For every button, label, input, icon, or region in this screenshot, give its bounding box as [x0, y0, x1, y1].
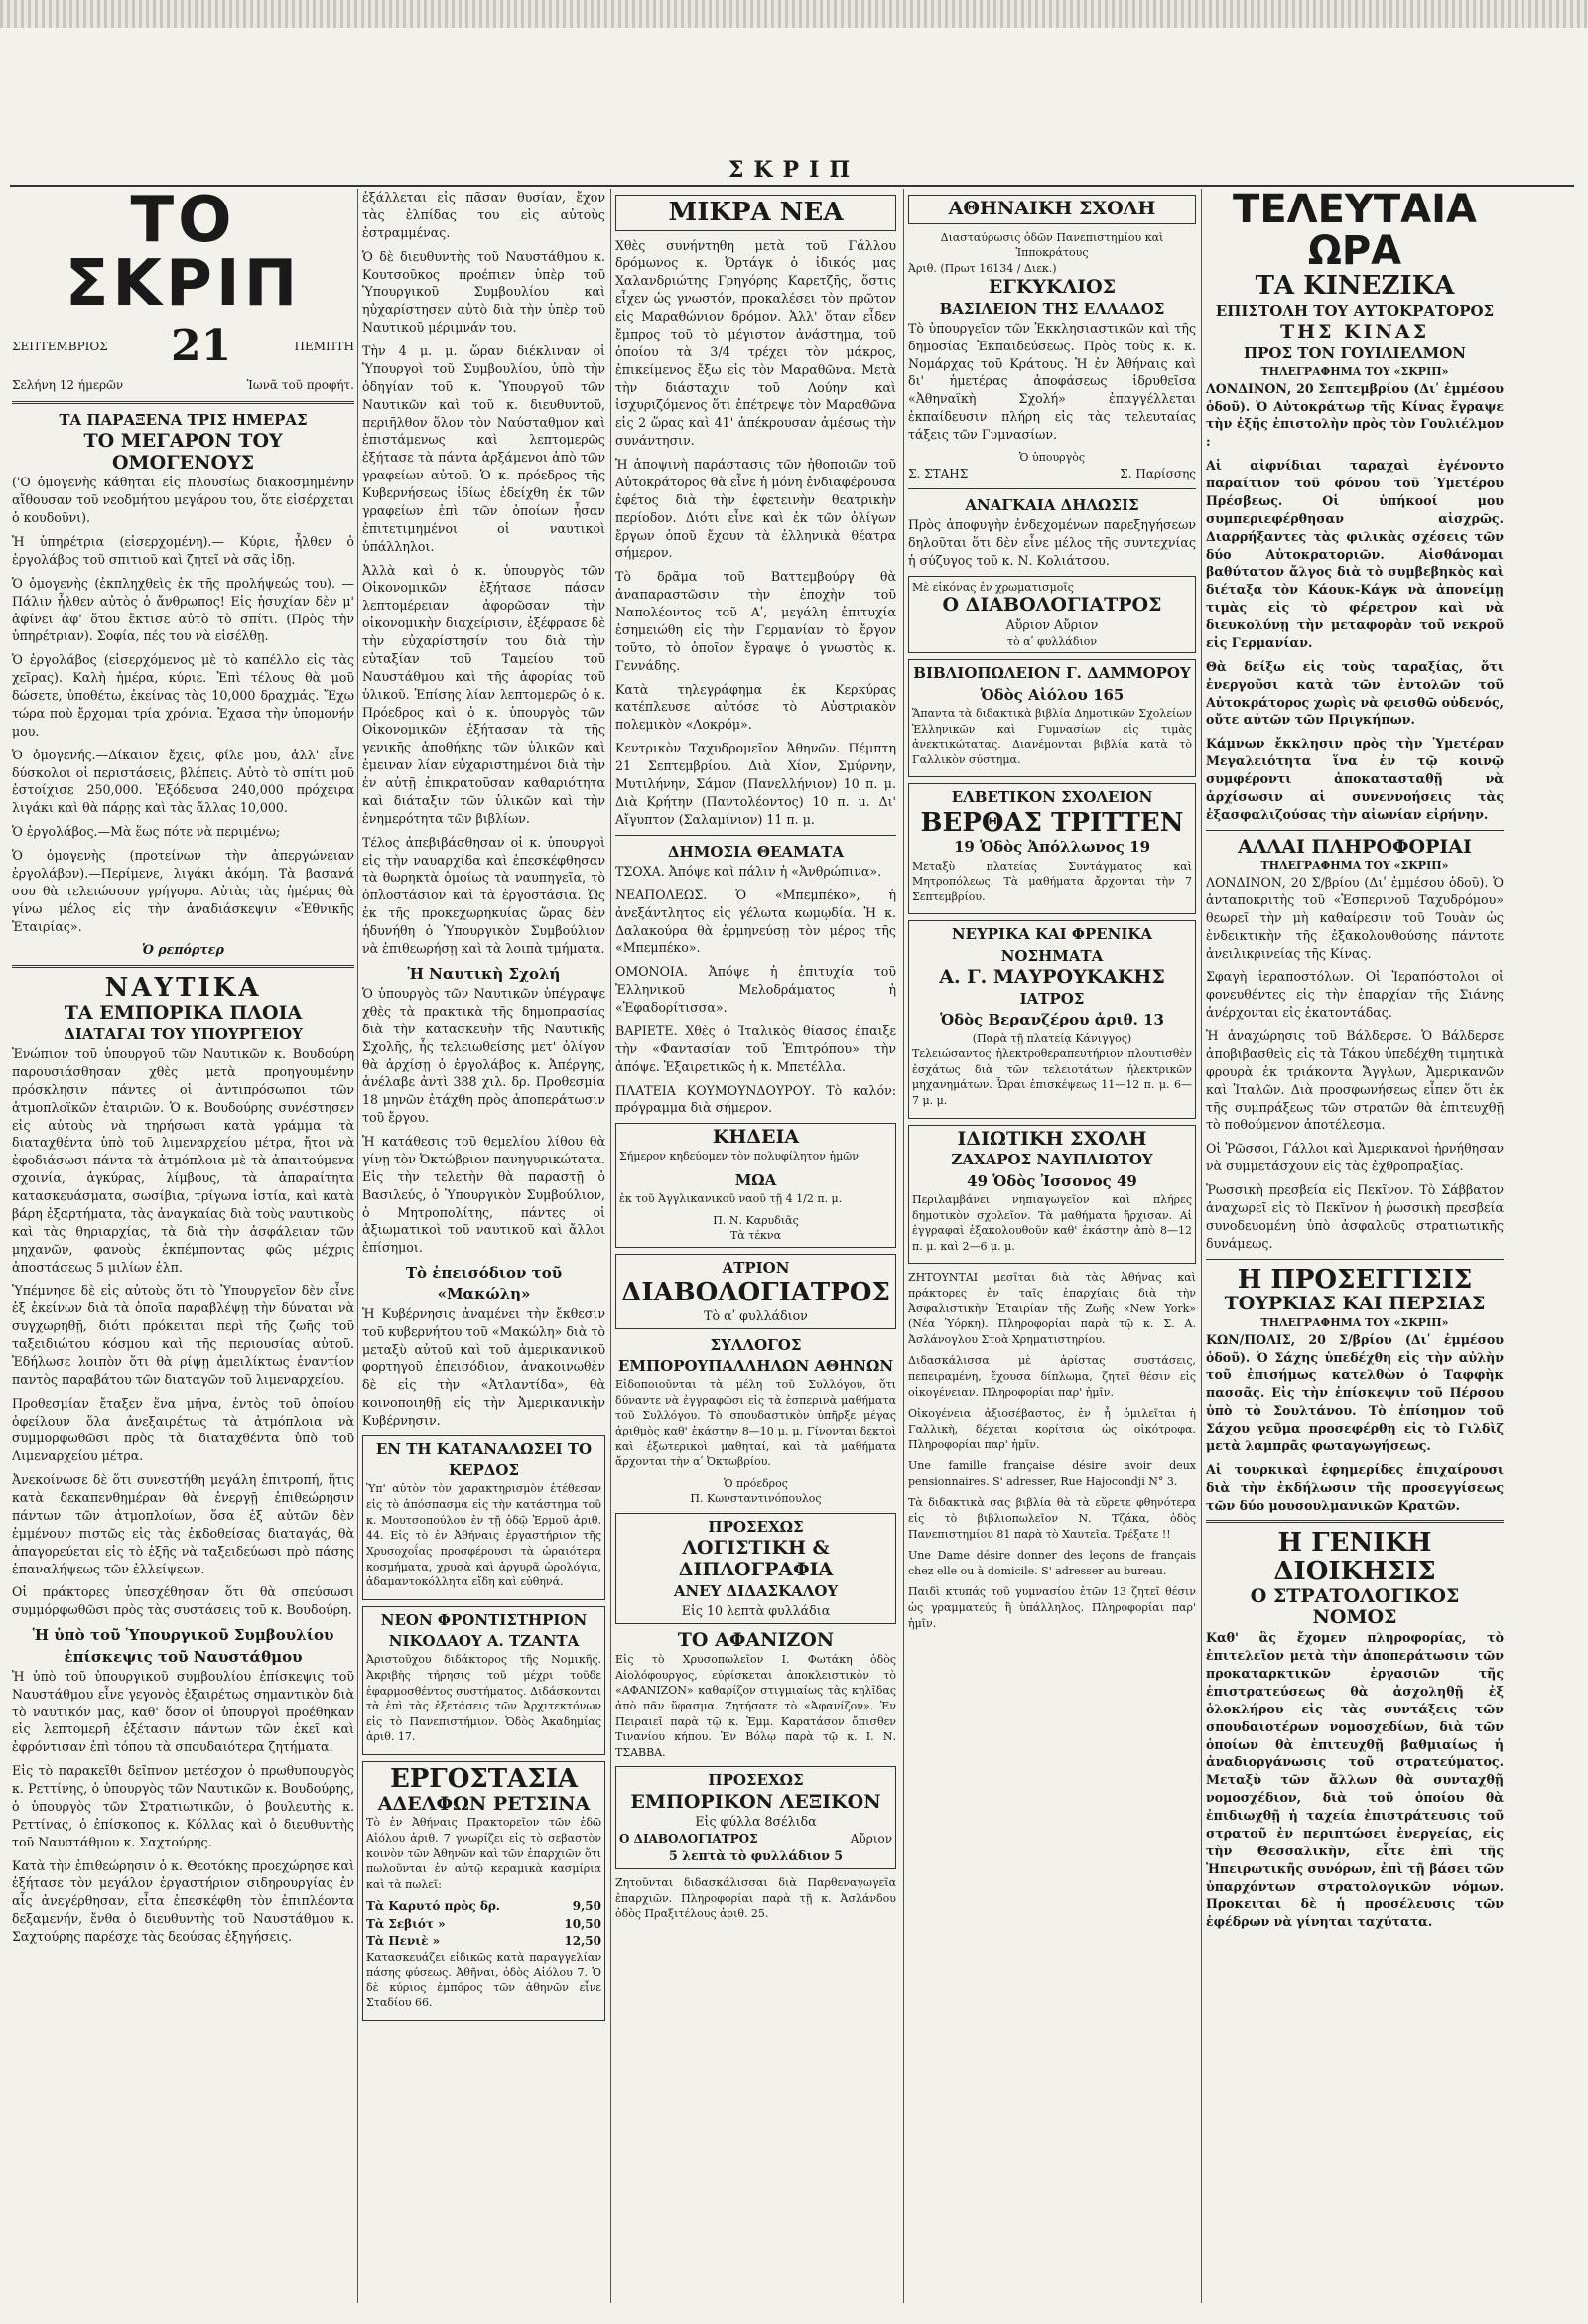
- paragraph: ΚΩΝ/ΠΟΛΙΣ, 20 Σ/βρίου (Διʹ ἐμμέσου ὁδοῦ). Ὁ Σάχης ὑπεδέχθη εἰς τὴν αὐλὴν τοῦ ἐπισήμως κατελθὼν ὁ Ταφφὴκ πασσᾶς. Εἰς τὴν ἐπίσκεψιν τοῦ Πέρσου ὑπὸ τὸ Σουλτάνου. Τὸ ἐπίσημον τοῦ Σάχου γεῦμα προσεφέρθη εἰς τὸ Γιλδὶζ μετὰ λαμπρᾶς φωταγωγήσεως.: [1206, 1331, 1504, 1453]
- ad-sub: Τὸ αʹ φυλλάδιον: [704, 1307, 808, 1323]
- ad-name: Α. Γ. ΜΑΥΡΟΥΚΑΚΗΣ: [939, 966, 1165, 989]
- ad-title-2: ΔΙΑΒΟΛΟΓΙΑΤΡΟΣ: [621, 1278, 890, 1308]
- signature: Ὁ πρόεδρος: [724, 1476, 788, 1490]
- paragraph: Κάμνων ἔκκλησιν πρὸς τὴν Ὑμετέραν Μεγαλειότητα ἵνα ἐν τῷ κοινῷ συμφέροντι ἀποκατασταθῇ νὰ ἀρχίσωσιν αἱ συνεννοήσεις τὰς ἐξασφαλιζούσας τὴν αἰωνίαν εἰρήνην.: [1206, 736, 1504, 822]
- paragraph: ('Ο ὁμογενὴς κάθηται εἰς πλουσίως διακοσμημένην αἴθουσαν τοῦ νεοδμήτου μεγάρου του, ὅτε εἰσέρχεται ὁ κουδοῦνι).: [12, 475, 354, 526]
- signature: Σ. Παρίσσης: [1120, 466, 1196, 480]
- paragraph: Καθ' ἃς ἔχομεν πληροφορίας, τὸ ἐπιτελεῖον μετὰ τὴν ἀποπεράτωσιν τῶν προκαταρκτικῶν ἐργασιῶν τῆς ἐπιστρατεύσεως θὰ ἀσχοληθῇ ἐξ ὁλοκλήρου εἰς τὰς συντάξεις τῶν σπουδαιοτέρων νομοσχεδίων, διὰ τῶν ὁποίων θὰ ἐπιτευχθῇ βαθμιαίως ἡ ἀναδιοργάνωσις τοῦ στρατεύματος. Μεταξὺ τῶν ἄλλων θὰ συνταχθῇ νομοσχέδιον, διὰ τοῦ ὁποίου θὰ ἐπιδιωχθῇ ἡ ταχεία ἐπιστράτευσις τοῦ στρατοῦ ἐν περιπτώσει ἐνεργείας, εἰς τὴν Θεσσαλικὴν, εἶτε ἐπὶ τῆς Ἠπειρωτικῆς συνόρων, ἐπὶ τῇ βάσει τῶν ὑπαρχόντων στρατολογικῶν νόμων. Προκειται δὲ ἡ προσέλευσις τῶν ἐφέδρων νὰ γίνηται ταχύτατα.: [1206, 1630, 1504, 1930]
- ad-subtitle: ΙΑΤΡΟΣ: [1019, 989, 1085, 1008]
- article-title: Η ΓΕΝΙΚΗ ΔΙΟΙΚΗΣΙΣ: [1273, 1528, 1436, 1586]
- divider: [1206, 830, 1504, 831]
- divider: [1206, 1259, 1504, 1260]
- ad-name: ΖΑΧΑΡΟΣ ΝΑΥΠΛΙΩΤΟΥ: [951, 1151, 1153, 1169]
- telegram-tag: ΤΗΛΕΓΡΑΦΗΜΑ ΤΟΥ «ΣΚΡΙΠ»: [1260, 859, 1449, 873]
- masthead: ΤΟ ΣΚΡΙΠ: [65, 189, 302, 321]
- paragraph: Προθεσμίαν ἔταξεν ἕνα μῆνα, ἐντὸς τοῦ ὁποίου ὀφείλουν ὅλα ἀνεξαιρέτως τὰ ἀτμόπλοια νὰ συμμορφωθῶσι πρὸς τὰ διαταχθέντα ὑπὸ τοῦ Λιμεναρχείου μέτρα.: [12, 1395, 354, 1464]
- notice-subtitle: ΒΑΣΙΛΕΙΟΝ ΤΗΣ ΕΛΛΑΔΟΣ: [939, 299, 1165, 318]
- article-title: Η ΠΡΟΣΕΓΓΙΣΙΣ: [1237, 1264, 1473, 1295]
- ad-text: Περιλαμβάνει νηπιαγωγεῖον καὶ πλήρες δημοτικὸν σχολεῖον. Τὰ μαθήματα ἤρχισαν. Αἱ ἐγγραφαὶ ἐξακολουθοῦν καθ' ἑκάστην ἀπὸ 8—12 π. μ. καὶ 2—6 μ. μ.: [912, 1193, 1192, 1253]
- price-value: 10,50: [564, 1916, 601, 1931]
- scan-edge: [0, 0, 1588, 28]
- article-subtitle: Ο ΣΤΡΑΤΟΛΟΓΙΚΟΣ ΝΟΜΟΣ: [1250, 1584, 1460, 1629]
- ad-price: 5 λεπτὰ τὸ φυλλάδιον 5: [669, 1848, 843, 1864]
- section-title: ΔΗΜΟΣΙΑ ΘΕΑΜΑΤΑ: [667, 842, 845, 861]
- paragraph: Τέλος ἀπεβιβάσθησαν οἱ κ. ὑπουργοὶ εἰς τὴν ναυαρχίδα καὶ ἐπεσκέφθησαν τὰ θωρηκτὰ ὁμοίως τὰ ναυπηγεῖα, τὸ ὁπλοστάσιον καὶ τὰ ἐργοστάσια. Ὡς ἐκ τῆς προκεχωρηκυίας ὥρας δὲν ἠδυνήθη ὁ Ὑπουργικὸν Συμβούλιον νὰ ἐπιθεωρήσῃ καὶ τὰ λοιπὰ τμήματα.: [362, 834, 605, 956]
- funeral-notice: [615, 1123, 896, 1248]
- section-title: ΤΕΛΕΥΤΑΙΑ ΩΡΑ: [1233, 189, 1477, 274]
- paragraph: ΟΜΟΝΟΙΑ. Ἀπόψε ἡ ἐπιτυχία τοῦ Ἐλληνικοῦ Μελοδράματος ἡ «Ἐφαδορίτισσα».: [615, 964, 896, 1016]
- advertisement: [362, 1606, 605, 1755]
- day-number: 21: [171, 321, 232, 371]
- divider: [1206, 1520, 1504, 1523]
- article-title: Τὸ ἐπεισόδιον τοῦ «Μακώλη»: [405, 1264, 563, 1303]
- notice-title: ΑΝΑΓΚΑΙΑ ΔΗΛΩΣΙΣ: [965, 495, 1139, 514]
- paragraph: Ἐνώπιον τοῦ ὑπουργοῦ τῶν Ναυτικῶν κ. Βουδούρη παρουσιάσθησαν χθὲς μετὰ προηγουμένην πρόσκλησιν πάντες οἱ ἀντιπρόσωποι τῶν ἀτμοπλοϊκῶν ἑταιριῶν. Ὁ κ. Βουδούρης συνέστησεν εἰς αὐτοὺς νὰ τηρήσωσι κατὰ γράμμα τὰ διαταχθέντα ὑπὸ τοῦ λιμεναρχείου μέτρα, ἤτοι νὰ ἐφοδιάσωσι πάντα τὰ ἀτμόπλοια μὲ τὰ ἀπαιτούμενα σχοινία, ἀγκύρας, λίμβους, τὰ ἀπαραίτητα κατασκευάσματα, σωσίβια, τρίγωνα ἱστία, καὶ κατὰ βάρη ἐξαρτήματα, τὰς ἀναγκαίας διὰ τοὺς ναυτικοὺς καὶ τὰς θηριαρχίας, τὰ διὰ τὴν ἀσφάλειαν τῶν μηχανῶν, φανοὺς ἐκπέμποντας φῶς μέχρις ἀποστάσεως 5 μιλίων ἐλπ.: [12, 1046, 354, 1275]
- advertisement: [615, 1254, 896, 1329]
- section-title: ΑΘΗΝΑΙΚΗ ΣΧΟΛΗ: [948, 198, 1156, 219]
- ad-title: Ο ΔΙΑΒΟΛΟΓΙΑΤΡΟΣ: [942, 594, 1162, 616]
- ad-text: Ἅπαντα τὰ διδακτικὰ βιβλία Δημοτικῶν Σχολείων Ἑλληνικῶν καὶ Γυμνασίων εἰς τιμὰς ἀνεκτικώτατας. Διανέμονται βιβλία κατὰ τὸ Γαλλικὸν σύστημα.: [912, 707, 1192, 766]
- notice-text: Σήμερον κηδεύομεν τὸν πολυφίλητον ἡμῶν: [619, 1150, 859, 1163]
- ad-name: Ο ΔΙΑΒΟΛΟΓΙΑΤΡΟΣ: [619, 1832, 758, 1846]
- price-value: 9,50: [572, 1899, 601, 1914]
- article-title: Ἡ Ναυτικὴ Σχολή: [407, 964, 561, 983]
- article-title: ΑΛΛΑΙ ΠΛΗΡΟΦΟΡΙΑΙ: [1238, 835, 1472, 858]
- classified: Une Dame désire donner des leçons de français chez elle ou à domicile. S' adresser au bureau.: [908, 1549, 1196, 1577]
- paragraph: Ἡ Κυβέρνησις ἀναμένει τὴν ἔκθεσιν τοῦ κυβερνήτου τοῦ «Μακώλη» διὰ τὸ μεταξὺ αὐτοῦ καὶ τοῦ ἀμερικανικοῦ φορτηγοῦ ἐπεισόδιον, ἀνακοινωθὲν δὲ εἰς τὴν «Ἀτλαντίδα», θὰ κοινοποιηθῇ εἰς τὴν Ἀμερικανικὴν Κυβέρνησιν.: [362, 1305, 605, 1429]
- paragraph: Ἡ ὑπηρέτρια (εἰσερχομένη).— Κύριε, ἦλθεν ὁ ἐργολάβος τοῦ σπιτιοῦ καὶ ζητεῖ νὰ σᾶς ἰδῃ.: [12, 534, 354, 567]
- ad-title: ΒΙΒΛΙΟΠΩΛΕΙΟΝ Γ. ΔΑΜΜΟΡΟΥ: [913, 664, 1191, 683]
- advertisement: [362, 1435, 605, 1600]
- advertisement: [908, 576, 1196, 654]
- signature: Σ. ΣΤΑΗΣ: [908, 466, 969, 480]
- ad-title-2: ΑΝΕΥ ΔΙΔΑΣΚΑΛΟΥ: [673, 1582, 839, 1601]
- signature: Π. Κωνσταντινόπουλος: [690, 1492, 822, 1506]
- article-subtitle: ΔΙΑΤΑΓΑΙ ΤΟΥ ΥΠΟΥΡΓΕΙΟΥ: [64, 1025, 303, 1043]
- running-head: ΣΚΡΙΠ: [728, 157, 860, 183]
- paragraph: Κεντρικὸν Ταχυδρομεῖον Ἀθηνῶν. Πέμπτη 21 Σεπτεμβρίου. Διὰ Χίον, Σμύρνην, Μυτιλήνην, Σάμον (Πανελλήνιον) 10 π. μ. Διὰ Κρήτην (Παντολέοντος) 10 π. μ. Δι' Αἴγυπτον (Σαλαμίνιον) 11 π. μ.: [615, 741, 896, 827]
- paragraph: Σφαγὴ ἱεραποστόλων. Οἱ Ἱεραπόστολοι οἱ φονευθέντες εἰς τὴν ἐπαρχίαν τῆς Σιάνης ἀνέρχονται εἰς ἑκατοντάδας.: [1206, 969, 1504, 1021]
- article-title: ΤΟ ΜΕΓΑΡΟΝ ΤΟΥ ΟΜΟΓΕΝΟΥΣ: [83, 429, 283, 474]
- ad-kicker: Μὲ εἰκόνας ἐν χρωματισμοῖς: [912, 580, 1074, 594]
- article-subtitle: ΤΗΣ ΚΙΝΑΣ: [1279, 320, 1430, 342]
- advertisement: [615, 1513, 896, 1624]
- advertisement: [908, 1125, 1196, 1265]
- paragraph: Χθὲς συνήντηθη μετὰ τοῦ Γάλλου δρόμωνος κ. Ὀρτάγκ ὁ ἰδικός μας Χαλανδριώτης Γρηγόρης Καρετζῆς, ὅστις εἶχεν ὡς γνωστόν, προκαλέσει τὸν πρῶτον εἰς Μαραθώνιον δρόμον. Ἀλλ' ὅταν εἶδεν ἔμπρος τοῦ τὸ μέγιστον ἀνάστημα, τοῦ ὁποίου τὰ 3/4 τρέχει τὸν μάκρος, ἐπικείμενος ἔξω εἰς τὸν Μαραθῶνα. Μετὰ τὴν διάσταχιν τοῦ Λούην καὶ ἰσχυριζόμενος ὅτι ἐπέτρεψε τὸν Μαραθῶνα εἰς 2 ὥρας καὶ 41' ἀπέκρουσαν ἀμέσως τὴν συνάντησιν.: [615, 237, 896, 449]
- ad-sub: Εἰς φύλλα 8σέλιδα: [695, 1814, 817, 1830]
- classified: Τὰ διδακτικὰ σας βιβλία θὰ τὰ εὕρετε φθηνότερα εἰς τὸ βιβλιοπωλεῖον Ν. Τζάκα, ὁδὸς Πανεπιστημίου 81 παρὰ τὸ Χαυτεῖα. Τρέξατε !!: [908, 1496, 1196, 1541]
- advertisement: [362, 1761, 605, 2021]
- paragraph: Οἱ πράκτορες ὑπεσχέθησαν ὅτι θὰ σπεύσωσι συμμόρφωθῶσι πρὸς τὰς συστάσεις τοῦ κ. Βουδούρη.: [12, 1584, 354, 1618]
- paragraph: Ὁ ὑπουργὸς τῶν Ναυτικῶν ὑπέγραψε χθὲς τὰ πρακτικὰ τῆς δημοπρασίας διὰ τὴν κατασκευὴν τῆς Ναυτικῆς Σχολῆς, ἧς τελειωθείσης μετ' ὀλίγον θὰ ἀρχίσῃ ὁ ἐργολάβος κ. Ἀπέργης, ἀνέλαβε ἀντὶ 388 χιλ. δρ. Προθεσμία 18 μηνῶν ἐτάχθη πρὸς ἀποπεράτωσιν τοῦ ἔργου.: [362, 986, 605, 1126]
- ad-sub: Εἰς 10 λεπτὰ φυλλάδια: [681, 1603, 831, 1619]
- paragraph: Ἡ ἀναχώρησις τοῦ Βάλδερσε. Ὁ Βάλδερσε ἀποβιβασθεὶς εἰς τὰ Τάκου ὑπεδέχθη τιμητικὰ φρουρὰ ἐκ τριάκοντα Ἄγγλων, Ἀμερικανῶν καὶ Ἰταλῶν. Διὰ προσφωνήσεως εἶπεν ὅτι ἐκ τῆς συμπράξεως τῶν στρατῶν θὰ ἐπιτευχθῇ τὸ ποθούμενον ἀποτέλεσμα.: [1206, 1028, 1504, 1133]
- byline: Ὁ ρεπόρτερ: [142, 942, 224, 958]
- telegram-tag: ΤΗΛΕΓΡΑΦΗΜΑ ΤΟΥ «ΣΚΡΙΠ»: [1260, 365, 1449, 379]
- paragraph: Ὁ ἐργολάβος (εἰσερχόμενος μὲ τὸ καπέλλο εἰς τὰς χεῖρας). Καλὴ ἡμέρα, κύριε. Ἐπὶ τέλους θὰ μοῦ δώσετε, ὑποθέτω, ἐκείνας τὰς 10,000 δραχμάς. Ἔχω τώρα ποὺ ἔρχομαι τρία χρόνια. Ἐχασα τὴν ὑπομονήν μου.: [12, 652, 354, 739]
- notice-title: ΕΓΚΥΚΛΙΟΣ: [988, 275, 1117, 298]
- price-row: [366, 1933, 601, 1950]
- ad-title: ΑΤΡΙΟΝ: [722, 1258, 790, 1277]
- paragraph: Ἀνεκοίνωσε δὲ ὅτι συνεστήθη μεγάλη ἐπιτροπή, ἥτις κατὰ δεκαπενθημέραν θὰ ἐνεργῇ ἐπιθεώρησιν πάντων τῶν ἀτμοπλοίων, ὅσα ἐξ αὐτῶν δὲν ἐμμένουν πιστῶς εἰς τὰς ἐκδοθείσας διαταγάς, θὰ ἀπαγορεύεται εἰς τὸ ἑξῆς νὰ ταξειδεύωσι πρὸ πάσης ἐπαναλήψεως τῶν ἐλλείψεων.: [12, 1472, 354, 1576]
- ad-text: Τελειώσαντος ἠλεκτροθεραπευτήριον πλουτισθὲν ἐσχάτως διὰ τῶν τελειοτάτων ἠλεκτρικῶν μηχανημάτων. Ὧραι ἐπισκέψεως 11—12 π. μ. 6—7 μ. μ.: [912, 1047, 1192, 1107]
- ad-text: Τὸ ἐν Ἀθήναις Πρακτορεῖον τῶν ἐδῶ Αἰόλου ἀριθ. 7 γνωρίζει εἰς τὸ σεβαστὸν κοινὸν τῶν Ἀθηνῶν καὶ τῶν ἐπαρχιῶν ὅτι πωλοῦνται ἐν αὐτῷ κεραμικὰ κασμίρια καὶ τὰ πωλεῖ:: [366, 1816, 601, 1891]
- ad-address: 49 Ὁδὸς Ἰσσονος 49: [967, 1171, 1137, 1190]
- section-box: [908, 195, 1196, 224]
- classified: ΖΗΤΟΥΝΤΑΙ μεσῖται διὰ τὰς Ἀθήνας καὶ πράκτορες ἐν ταῖς ἐπαρχίαις διὰ τὴν Ἀσφαλιστικὴν Ἑταιρίαν τῆς Ζωῆς «New York» (Νέα Ὑόρκη). Πληροφορίαι παρὰ τῷ κ. Σ. Α. Ἀσλάνογλου Στοὰ Χρηματιστηρίου.: [908, 1271, 1196, 1346]
- paragraph: ΛΟΝΔΙΝΟΝ, 20 Σ/βρίου (Διʹ ἐμμέσου ὁδοῦ). Ὁ ἀνταποκριτὴς τοῦ «Ἑσπερινοῦ Ταχυδρόμου» θεωρεῖ τὴν μὴ καθαίρεσιν τοῦ Τουὰν ὡς ἐνδεικτικὴν τῆς ἐξακολουθούσης πάντοτε ἀνειλικρινείας τῆς Κίνας.: [1206, 875, 1504, 961]
- paragraph: Ῥωσσικὴ πρεσβεία εἰς Πεκῖνον. Τὸ Σάββατον ἀναχωρεῖ εἰς τὸ Πεκῖνον ἡ ῥωσσικὴ πρεσβεία συνοδευομένη ὑπὸ ἀσφαλοῦς στρατιωτικῆς δυνάμεως.: [1206, 1182, 1504, 1251]
- paragraph: Ὁ ὁμογενής.—Δίκαιον ἔχεις, φίλε μου, ἀλλ' εἶνε δύσκολοι οἱ περιστάσεις, βλέπεις. Αὐτὸ τὸ σπίτι μοῦ ἐστοίχισε 250,000. Ἐξόδευσα 240,000 πρόχειρα λιγάκι καὶ θὰ πάρῃς καὶ τὰς ἄλλας 10,000.: [12, 747, 354, 816]
- paragraph: Ἡ ὑπὸ τοῦ ὑπουργικοῦ συμβουλίου ἐπίσκεψις τοῦ Ναυστάθμου εἶνε γεγονὸς ἐξαιρέτως σημαντικὸν διὰ τὸ ναυτικόν μας, καθ' ὅσον οἱ ὑπουργοὶ προέθηκαν εἰς λεπτομερῆ ἐξέτασιν πάντων τῶν ἐκεῖ καὶ ἐφρόντισαν ἐπὶ τόπου τὰ σπουδαιότερα ζητήματα.: [12, 1668, 354, 1755]
- moon-phase: Σελήνη 12 ήμερῶν: [12, 378, 124, 393]
- ad-date: Αὔριον: [850, 1832, 892, 1846]
- paragraph: Ὁ ὁμογενὴς (ἐκπληχθεὶς ἐκ τῆς προλήψεώς του). — Πάλιν ἦλθεν αὐτὸς ὁ ἄνθρωπος! Εἰς ἡσυχίαν δὲν μ' ἀφίνει ἀφ' ὅτου ἔκτισε αὐτὸ τὸ σπίτι. (Πρὸς τὴν ὑπηρέτριαν). Σοφία, πές του νὰ εἰσέλθῃ.: [12, 575, 354, 644]
- ad-title: ΕΛΒΕΤΙΚΟΝ ΣΧΟΛΕΙΟΝ: [951, 788, 1153, 807]
- saint-day: Ἰωνᾶ τοῦ προφήτ.: [246, 378, 354, 393]
- ad-title: ΤΟ ΑΦΑΝΙΖΟΝ: [677, 1629, 835, 1652]
- price-row: [366, 1916, 601, 1933]
- signature: Π. Ν. Καρυδιᾶς: [713, 1213, 799, 1227]
- divider: [12, 965, 354, 968]
- paragraph: Ὁ δὲ διευθυντὴς τοῦ Ναυστάθμου κ. Κουτσοῦκος προέπιεν ὑπὲρ τοῦ Ὑπουργικοῦ Συμβουλίου καὶ ηὐχαρίστησεν αὐτὸ διὰ τὴν ὑπὲρ τοῦ Ναυτικοῦ μέριμνάν του.: [362, 248, 605, 336]
- paragraph: Αἱ τουρκικαὶ ἐφημερίδες ἐπιχαίρουσι διὰ τὴν ἐκδήλωσιν τῆς προσεγγίσεως τῶν δύο μουσουλμανικῶν Κρατῶν.: [1206, 1461, 1504, 1513]
- deceased-name: ΜΩΑ: [734, 1170, 777, 1189]
- ad-address: Ὁδὸς Αἰόλου 165: [980, 685, 1125, 704]
- notice-title: ΣΥΛΛΟΓΟΣ ΕΜΠΟΡΟΥΠΑΛΛΗΛΩΝ ΑΘΗΝΩΝ: [617, 1335, 894, 1375]
- price-label: Τὰ Σεβιότ »: [366, 1916, 446, 1931]
- paragraph: Κατὰ τὴν ἐπιθεώρησιν ὁ κ. Θεοτόκης προεχώρησε καὶ ἐξήτασε τὸν μεγάλον ἐργαστήριον σιδηρουργίας ἐν αἷς ἀνεγέρθησαν, εἶτα ἐπεσκέφθη τὸν ἐπιπλέοντα δεξαμενήν, ἔνθα ὁ διευθυντὴς τοῦ Ναυστάθμου κ. Σαχτούρης παρέσχε τὰς δεούσας ἐξηγήσεις.: [12, 1857, 354, 1945]
- advertisement: [908, 920, 1196, 1118]
- article-subtitle: ΠΡΟΣ ΤΟΝ ΓΟΥΙΛΙΕΛΜΟΝ: [1243, 343, 1467, 362]
- divider: [12, 401, 354, 404]
- ad-text: Κατασκευάζει εἰδικῶς κατὰ παραγγελίαν πάσης φύσεως. Ἀθῆναι, ὁδὸς Αἰόλου 7. Ὁ δὲ κύριος ἐμπόρος τῶν ἀθηνῶν εἶνε Σταδίου 66.: [366, 1950, 601, 2010]
- address: Διασταύρωσις ὁδῶν Πανεπιστημίου καὶ Ἱπποκράτους: [940, 230, 1164, 260]
- paragraph: ἐξάλλεται εἰς πᾶσαν θυσίαν, ἔχον τὰς ἐλπίδας του εἰς αὐτοὺς ἐστραμμένας.: [362, 190, 605, 240]
- paragraph: Τὴν 4 μ. μ. ὥραν διέκλιναν οἱ Ὑπουργοὶ τοῦ Συμβουλίου, ὑπὸ τὴν ὁδηγίαν τοῦ κ. Ὑπουργοῦ τῶν Ναυτικῶν καὶ τοῦ κ. διευθυντοῦ, περιῆλθον ὅλον τὸν Ναύσταθμον καὶ ἐπιστάμενως καὶ λεπτομερῶς ἐξήτασε τὰ πάντα ἀρξάμενοι ἀπὸ τῶν γραφείων αὐτοῦ. Ὁ κ. πρόεδρος τῆς Κυβερνήσεως ἰδίως ἐδείχθη ἐκ τῶν γραφείων ἐπὶ τῶν ὁποίων ἦσαν ἐπιτετιμημένοι οἱ ναυτικοὶ ὑπάλληλοι.: [362, 343, 605, 554]
- notice-title: ΚΗΔΕΙΑ: [712, 1126, 800, 1149]
- ad-title-2: ΑΔΕΛΦΩΝ ΡΕΤΣΙΝΑ: [377, 1792, 591, 1815]
- paragraph: ΠΛΑΤΕΙΑ ΚΟΥΜΟΥΝΔΟΥΡΟΥ. Τὸ καλόν: πρόγραμμα διὰ σήμερον.: [615, 1082, 896, 1116]
- ad-date: Αὔριον Αὔριον: [1005, 616, 1099, 632]
- paragraph: Τὸ δρᾶμα τοῦ Βαττεμβούργ θὰ ἀναπαραστῶσιν τὴν ἐποχὴν τοῦ Ναπολέοντος τοῦ Αʹ, μεγάλη ἐπιτυχία ἐσημειώθη εἰς τὴν Γερμανίαν τὸ ἔργον τοῦτο, τὸ ὁποῖον ἔγραψε ὁ γνωστὸς κ. Γεννάδης.: [615, 569, 896, 673]
- paragraph: ΝΕΑΠΟΛΕΩΣ. Ὁ «Μπεμπέκο», ἡ ἀνεξάντλητος εἰς γέλωτα κωμῳδία. Ἡ κ. Δαλακούρα θὰ ἑρμηνεύσῃ τὸν μέρος τῆς «Μπεμπέκο».: [615, 887, 896, 956]
- column-1: [12, 189, 354, 2303]
- signatures: [908, 466, 1196, 482]
- column-divider: [610, 189, 611, 2303]
- column-divider: [903, 189, 904, 2303]
- ad-title: ΕΜΠΟΡΙΚΟΝ ΛΕΞΙΚΟΝ: [630, 1790, 881, 1813]
- header-rule: [10, 185, 1574, 187]
- ad-kicker: ΠΡΟΣΕΧΩΣ: [708, 1518, 804, 1537]
- section-title: ΝΑΥΤΙΚΑ: [104, 973, 262, 1004]
- divider: [615, 835, 896, 836]
- ad-kicker: ΠΡΟΣΕΧΩΣ: [708, 1771, 804, 1790]
- almanac-line: [12, 377, 354, 394]
- telegram-tag: ΤΗΛΕΓΡΑΦΗΜΑ ΤΟΥ «ΣΚΡΙΠ»: [1260, 1316, 1449, 1330]
- paragraph: Ὑπέμνησε δὲ εἰς αὐτοὺς ὅτι τὸ Ὑπουργεῖον δὲν εἶνε ἐξ ἐκείνων διὰ τὰ ὁποῖα παραβλέψῃ τὴν δύναται νὰ συγχωρηθῇ, διότι πρόκειται περὶ τῆς ζωῆς τοῦ ταξειδιώτου κόσμου καὶ τῆς περιουσίας αὐτοῦ. Ἐδήλωσε λοιπὸν ὅτι θὰ ρίψῃ ἀμειλίκτως ἐναντίον παντὸς παραβάτου τῶν διαταγῶν τοῦ λιμεναρχείου.: [12, 1283, 354, 1387]
- classified: Διδασκάλισσα μὲ ἀρίστας συστάσεις, πεπειραμένη, ἔχουσα δίπλωμα, ζητεῖ θέσιν εἰς οἰκογένειαν. Πληροφορίαι παρ' ἡμῖν.: [908, 1354, 1196, 1399]
- paragraph: ΤΣΟΧΑ. Ἀπόψε καὶ πάλιν ἡ «Ἀνθρώπινα».: [615, 863, 882, 879]
- ad-address: Ὁδὸς Βερανζέρου ἀριθ. 13: [940, 1011, 1164, 1029]
- section-head: ΤΑ ΠΑΡΑΞΕΝΑ ΤΡΙΣ ΗΜΕΡΑΣ: [59, 410, 308, 429]
- price-row: [366, 1898, 601, 1915]
- column-5: [1206, 189, 1504, 2303]
- article-title: ΤΑ ΚΙΝΕΖΙΚΑ: [1255, 271, 1455, 301]
- paragraph: Κατὰ τηλεγράφημα ἐκ Κερκύρας κατέπλευσε αὐτόσε τὸ Αὐστριακὸν πολεμικὸν «Λοκρόμ».: [615, 681, 896, 733]
- advertisement: [908, 659, 1196, 777]
- paragraph: Ζητοῦνται διδασκάλισσαι διὰ Παρθεναγωγεῖα ἐπαρχιῶν. Πληροφορίαι παρὰ τῇ κ. Ἀσλάνδου ὀδὸς Πραξιτέλους ἀριθ. 25.: [615, 1876, 896, 1921]
- paragraph: Τὸ ὑπουργεῖον τῶν Ἐκκλησιαστικῶν καὶ τῆς δημοσίας Ἐκπαιδεύσεως. Πρὸς τοὺς κ. κ. Νομάρχας τοῦ Κράτους. Ἡ ἐν Ἀθήναις καὶ δι' ἡμετέρας ἀποφάσεως ἱδρυθεῖσα «Ἀθηναϊκὴ Σχολή» ἐπαγγέλλεται ἐκπαίδευσιν πλήρη εἰς τὰς τελευταίας τάξεις τῶν Γυμνασίων.: [908, 320, 1196, 443]
- paragraph: Ὁ ὁμογενὴς (προτείνων τὴν ἀπεργώνειαν ἐργολάβον).—Περίμενε, λιγάκι ἀκόμη. Τὰ βασανά σου θὰ τελειώσουν γρήγορα. Αὐτὰς τὰς ἡμέρας θὰ γίνω μέλος εἰς τὴν ἀναδιάσκεψιν «Ἐθνικῆς Ἑταιρίας».: [12, 848, 354, 934]
- classified: Une famille française désire avoir deux pensionnaires. S' adresser, Rue Hajocondji N° 3.: [908, 1459, 1196, 1488]
- paragraph: Πρὸς ἀποφυγὴν ἐνδεχομένων παρεξηγήσεων δηλοῦται ὅτι δὲν εἶνε μέλος τῆς συντεχνίας ἡ σύζυγος τοῦ κ. Ν. Κολιάτσου.: [908, 516, 1196, 568]
- section-title: ΜΙΚΡΑ ΝΕΑ: [668, 198, 844, 227]
- notice-text: ἐκ τοῦ Ἀγγλικανικοῦ ναοῦ τῇ 4 1/2 π. μ.: [619, 1192, 843, 1206]
- paragraph: Ὁ ἐργολάβος.—Μὰ ἕως πότε νὰ περιμένω;: [12, 824, 281, 840]
- advertisement: [615, 1766, 896, 1869]
- ad-text: Ὑπ' αὐτὸν τὸν χαρακτηρισμὸν ἐτέθεσαν εἰς τὸ ἀπόσπασμα εἰς τὴν κατάστημα τοῦ κ. Μουτσοπούλου ἐν τῇ ὁδῷ Ἑρμοῦ ἀριθ. 44. Εἰς τὸ ἐν Ἀθήναις ἐργαστήριον τῆς Χρυσοχοΐας προσφέρουσι τὰ ὡραιότερα κοσμήματα, χρυσὰ καὶ ἀργυρᾶ ὡρολόγια, ἀδαμαντοκόλλητα εἴδη καὶ εὐθηνά.: [366, 1482, 601, 1589]
- weekday: ΠΕΜΠΤΗ: [294, 339, 354, 353]
- price-label: Τὰ Πενιὲ »: [366, 1933, 441, 1948]
- ad-line: [619, 1831, 892, 1847]
- article-title: Ἡ ὑπὸ τοῦ Ὑπουργικοῦ Συμβουλίου ἐπίσκεψις τοῦ Ναυστάθμου: [32, 1626, 334, 1666]
- article-subtitle: ΤΟΥΡΚΙΑΣ ΚΑΙ ΠΕΡΣΙΑΣ: [1224, 1293, 1486, 1315]
- ad-sub: τὸ αʹ φυλλάδιον: [1006, 634, 1098, 648]
- column-4: [908, 189, 1196, 2303]
- ad-title: ΝΕΥΡΙΚΑ ΚΑΙ ΦΡΕΝΙΚΑ ΝΟΣΗΜΑΤΑ: [951, 925, 1153, 965]
- classified: Παιδὶ κτυπάς τοῦ γυμνασίου ἐτῶν 13 ζητεῖ θέσιν ὡς γραμματεύς ἢ ὑπάλληλος. Πληροφορίαι παρ' ἡμῖν.: [908, 1585, 1196, 1630]
- reference-number: Ἀριθ. (Πρωτ 16134 / Διεκ.): [908, 262, 1057, 276]
- article-subtitle: ΕΠΙΣΤΟΛΗ ΤΟΥ ΑΥΤΟΚΡΑΤΟΡΟΣ: [1215, 301, 1495, 320]
- ad-name: ΒΕΡΘΑΣ ΤΡΙΤΤΕΝ: [920, 807, 1184, 838]
- price-label: Τὰ Καρυτό πρὸς δρ.: [366, 1899, 500, 1914]
- paragraph: Εἰς τὸ Χρυσοπωλεῖον Ι. Φωτάκη ὁδὸς Αἰολόφουργος, εὐρίσκεται ἀποκλειστικὸν τὸ «ΑΦΑΝΙΖΟΝ» καθαρίζον στιγμιαίως τὰς κηλῖδας ἀπὸ πᾶν ὕφασμα. Ζητήσατε τὸ «Ἀφανίζον». Ἐν Πειραιεῖ παρὰ τῷ κ. Ἐμμ. Καρατάσον ὄπισθεν Τινανίου κήπου. Ἐν Βόλῳ παρὰ τῷ κ. Ι. Ν. ΤΣΑΒΒΑ.: [615, 1653, 896, 1759]
- month: ΣΕΠΤΕΜΒΡΙΟΣ: [12, 339, 108, 353]
- classified: Οἰκογένεια ἀξιοσέβαστος, ἐν ἧ ὁμιλεῖται ἡ Γαλλικὴ, δέχεται κορίτσια ὡς οἰκότροφα. Πληροφορίαι παρ' ἡμῖν.: [908, 1407, 1196, 1451]
- ad-location: (Παρὰ τῇ πλατείᾳ Κάνιγγος): [972, 1031, 1132, 1045]
- ad-title: ΝΕΟΝ ΦΡΟΝΤΙΣΤΗΡΙΟΝ: [380, 1610, 588, 1629]
- section-box: [615, 195, 896, 231]
- signature: Τὰ τέκνα: [729, 1229, 782, 1243]
- ad-text: Ἀριστοῦχου διδάκτορος τῆς Νομικῆς. Ἀκριβὴς τήρησις τοῦ μέχρι τοῦδε ἐφαρμοσθέντος συστήματος. Διδάσκονται τὰ ἐπὶ τὰς ἐξετάσεις τῶν Ἀρχιτεκτόνων εἰς τὸ Πανεπιστήμιον. Ὁδὸς Ἀκαδημίας ἀριθ. 17.: [366, 1653, 601, 1744]
- paragraph: Αἱ αἰφνίδιαι ταραχαὶ ἐγένοντο παραίτιον τοῦ φόνου τοῦ Ὑμετέρου Πρέσβεως. Οἱ ὑπήκοοί μου συμπεριεφέρθησαν αἰσχρῶς. Διαρρήξαντες τὰς φιλικὰς σχέσεις τῶν δύο Αὐτοκρατοριῶν. Αἰσθάνομαι βαθύτατον ἄλγος διὰ τὸ συμβεβηκὸς καὶ διέταξα τὸν Κάουκ-Κάγκ νὰ ἀπονείμῃ τιμὰς εἰς τὸ φέρετρον καὶ νὰ διευκολύνῃ τὴν μεταφορὰν τοῦ νεκροῦ εἰς Γερμανίαν.: [1206, 458, 1504, 650]
- ad-title: ΛΟΓΙΣΤΙΚΗ & ΔΙΠΛΟΓΡΑΦΙΑ: [678, 1537, 834, 1581]
- paragraph: Θὰ δείξω εἰς τοὺς ταραξίας, ὅτι ἐνεργοῦσι κατὰ τῶν ἐντολῶν τοῦ Αὐτοκράτορος χωρὶς νὰ φεισθῶ οὐδενός, οὔτε αὐτῶν τῶν Πριγκήπων.: [1206, 658, 1504, 728]
- price-value: 12,50: [564, 1933, 601, 1948]
- paragraph: ΒΑΡΙΕΤΕ. Χθὲς ὁ Ἰταλικὸς θίασος ἐπαιξε τὴν «Φαντασίαν τοῦ Ἐπιτρόπου» τὴν ἀπόψε. Ἐξαιρετικῶς ἡ κ. Μπετέλλα.: [615, 1023, 896, 1074]
- paragraph: Ἡ κατάθεσις τοῦ θεμελίου λίθου θὰ γίνῃ τὸν Ὀκτώβριον πανηγυρικώτατα. Εἰς τὴν τελετὴν θὰ παραστῇ ὁ Βασιλεύς, ὁ Ὑπουργικὸν Συμβούλιον, ὁ Μητροπολίτης, πάντες οἱ ἀξιωματικοὶ τοῦ ναυτικοῦ καὶ ἄλλοι ἐπίσημοι.: [362, 1134, 605, 1256]
- ad-title: ΕΡΓΟΣΤΑΣΙΑ: [389, 1764, 579, 1794]
- ad-name: ΝΙΚΟΔΑΟΥ Α. ΤΖΑΝΤΑ: [388, 1632, 580, 1651]
- dateline: [12, 316, 354, 377]
- paragraph: Ἀλλὰ καὶ ὁ κ. ὑπουργὸς τῶν Οἰκονομικῶν ἐξήτασε πάσαν λεπτομέρειαν ἀφορῶσαν τὴν οἰκονομικὴν διαχείρισιν, ἐξέφρασε δὲ τὴν εὐχαρίστησίν του διὰ τὴν εὐταξίαν τοῦ Ταμείου τοῦ Ναυστάθμου καὶ τῆς ἀφορίας τοῦ ὑλικοῦ. Ἐπίσης λίαν λεπτομερῶς ὁ κ. Πρόεδρος καὶ ὁ κ. ὑπουργὸς τῶν Οἰκονομικῶν ἐξήτασαν τὰ τῆς γενικῆς ἀποθήκης τῶν ὑλικῶν καὶ ἐμειναν λίαν εὐχαριστημένοι διὰ τὴν ἐν αὐτῇ ἐπικρατοῦσαν καθαριότητα καὶ διάταξιν τῶν ὑλικῶν καὶ τὴν ἐνημερότητα τῶν βιβλίων.: [362, 562, 605, 826]
- divider: [908, 488, 1196, 489]
- signature: Ὁ ὑπουργὸς: [1019, 450, 1085, 464]
- column-divider: [357, 189, 358, 2303]
- paragraph: Εἰδοποιοῦνται τὰ μέλη τοῦ Συλλόγου, ὅτι δύναντε νὰ ἐγγραφῶσι εἰς τὰ ἑσπερινὰ μαθήματα τοῦ Συλλόγου. Τὸ σπουδαστικὸν ὑπῆρξε μέγας ἀριθμὸς καθ' ἑκάστην 8—10 μ. μ. Γίνονται δεκτοὶ καὶ ἐξωτερικοὶ μαθηταί, καὶ τὰ μαθήματα ἄρχονται τὴν αʹ Ὀκτωβρίου.: [615, 1378, 896, 1469]
- ad-text: Μεταξὺ πλατείας Συντάγματος καὶ Μητροπόλεως. Τὰ μαθήματα ἄρχονται τὴν 7 Σεπτεμβρίου.: [912, 859, 1192, 903]
- column-2: [362, 189, 605, 2303]
- column-divider: [1201, 189, 1202, 2303]
- ad-title: ΙΔΙΩΤΙΚΗ ΣΧΟΛΗ: [957, 1127, 1147, 1150]
- article-title: ΤΑ ΕΜΠΟΡΙΚΑ ΠΛΟΙΑ: [64, 1001, 303, 1024]
- advertisement: [908, 783, 1196, 914]
- ad-address: 19 Ὁδὸς Ἀπόλλωνος 19: [953, 838, 1151, 857]
- column-3: [615, 189, 896, 2303]
- ad-title: ΕΝ ΤΗ ΚΑΤΑΝΑΛΩΣΕΙ ΤΟ ΚΕΡΔΟΣ: [375, 1439, 593, 1480]
- paragraph: Εἰς τὸ παρακεῖθι δεῖπνον μετέσχον ὁ πρωθυπουργὸς κ. Ρεττίνης, ὁ ὑπουργὸς τῶν Ναυτικῶν κ. Βουδούρης, ὁ ὑπουργὸς τῶν Στρατιωτικῶν, ὁ βουλευτὴς κ. Ρεττίνας, ὁ ἐπίσκοπος κ. Κόλλας καὶ ὁ διευθυντὴς τοῦ Ναυστάθμου κ. Σαχτούρης.: [12, 1763, 354, 1849]
- paragraph: Ἡ ἀποψινὴ παράστασις τῶν ἠθοποιῶν τοῦ Αὐτοκράτορος θὰ εἶνε ἡ μόνη ἐνδιαφέρουσα ἐφέτος διὰ τὴν ἐφετεινὴν θεατρικὴν περίοδον. Διότι εἶνε καὶ ἐκ τῶν ὀλίγων ἔργων ὁποῦ ἔχουν τὰ ἐλληνικὰ θέατρα σήμερον.: [615, 457, 896, 561]
- paragraph: ΛΟΝΔΙΝΟΝ, 20 Σεπτεμβρίου (Διʹ ἐμμέσου ὁδοῦ). Ὁ Αὐτοκράτωρ τῆς Κίνας ἔγραψε τὴν ἑξῆς ἐπιστολὴν πρὸς τὸν Γουλιέλμον :: [1206, 380, 1504, 450]
- paragraph: Οἱ Ῥῶσσοι, Γάλλοι καὶ Ἀμερικανοὶ ἠρνήθησαν νὰ συμμετάσχουν εἰς τὰς ἐχθροπραξίας.: [1206, 1141, 1504, 1174]
